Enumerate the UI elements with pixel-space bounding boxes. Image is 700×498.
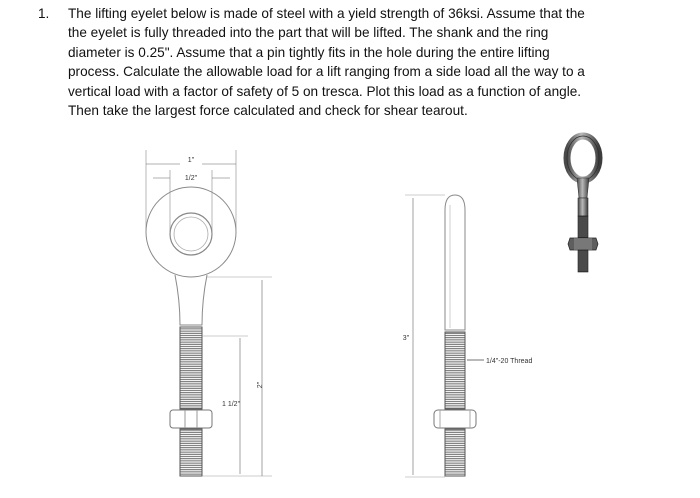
dim-length-2in: 2" — [257, 381, 264, 389]
dim-thread-length: 1 1/2" — [222, 401, 241, 408]
eye-neck — [175, 275, 207, 325]
ring-hole — [170, 213, 212, 255]
side-view — [402, 195, 484, 477]
problem-line: process. Calculate the allowable load for a lift ranging from a side load all the way to a — [68, 64, 585, 80]
front-nut — [170, 410, 212, 428]
thread-callout: 1/4"-20 Thread — [486, 358, 533, 365]
side-thread-upper — [445, 332, 465, 409]
ring-outer — [146, 187, 236, 277]
side-thread-lower — [445, 429, 465, 476]
front-thread-upper — [180, 327, 202, 409]
problem-line: diameter is 0.25". Assume that a pin tightly fits in the hole during the entire lifting — [68, 44, 550, 60]
side-shank — [445, 195, 465, 330]
problem-line: the eyelet is fully threaded into the part that will be lifted. The shank and the ring — [68, 25, 549, 41]
dim-ring-outer: 1" — [187, 157, 195, 164]
problem-line: The lifting eyelet below is made of steel with a yield strength of 36ksi. Assume that the — [68, 6, 585, 21]
front-view — [146, 150, 272, 476]
ring-hole-inner — [174, 217, 208, 251]
front-thread-lower — [180, 429, 202, 476]
eye-bolt-icon — [567, 136, 599, 272]
problem-line: Then take the largest force calculated and check for shear tearout. — [68, 103, 468, 119]
dim-total-3in: 3" — [402, 335, 410, 342]
problem-line: vertical load with a factor of safety of 5 on tresca. Plot this load as a function of angle. — [68, 83, 582, 99]
problem-number: 1. — [38, 6, 50, 21]
dim-ring-inner: 1/2" — [184, 175, 198, 182]
